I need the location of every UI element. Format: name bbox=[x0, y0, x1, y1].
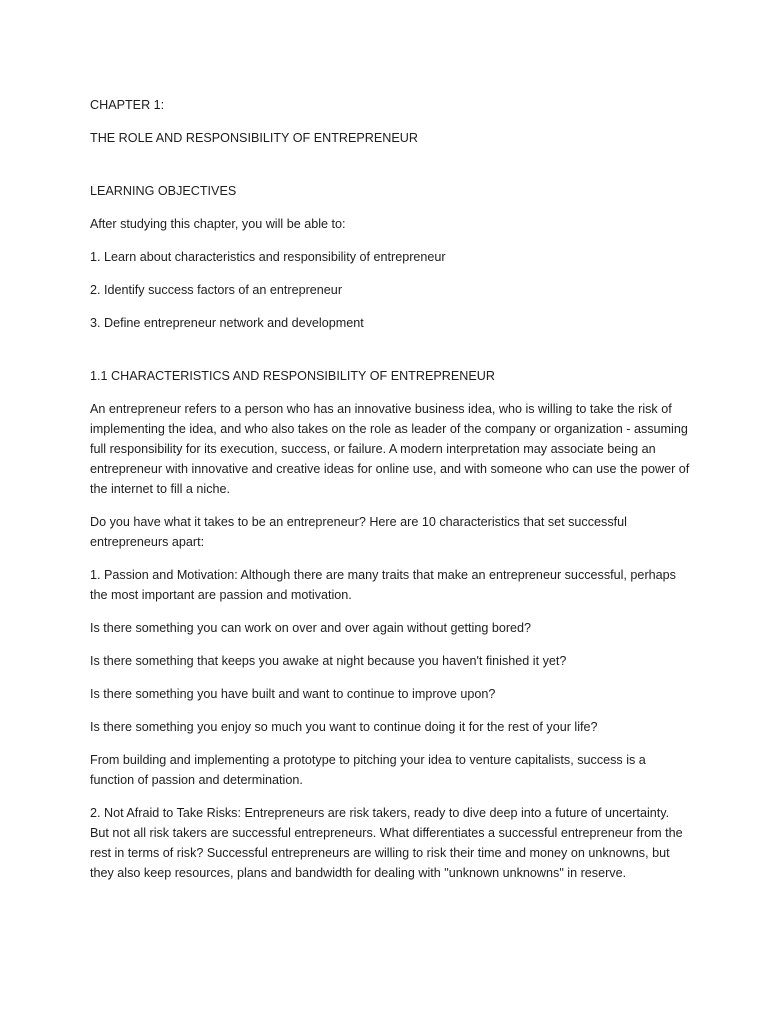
body-paragraph: Is there something that keeps you awake at night because you haven't finished it yet? bbox=[90, 654, 567, 668]
chapter-title: THE ROLE AND RESPONSIBILITY OF ENTREPRENEUR bbox=[90, 131, 418, 145]
objectives-heading: LEARNING OBJECTIVES bbox=[90, 184, 237, 198]
objective-item: 2. Identify success factors of an entrepreneur bbox=[90, 283, 343, 297]
section-heading: 1.1 CHARACTERISTICS AND RESPONSIBILITY OF ENTREPRENEUR bbox=[90, 369, 495, 383]
body-paragraph: Do you have what it takes to be an entrepreneur? Here are 10 characteristics that set successful entrepreneurs apart: bbox=[90, 515, 627, 549]
document-body bbox=[90, 95, 690, 896]
objective-item: 1. Learn about characteristics and responsibility of entrepreneur bbox=[90, 250, 446, 264]
body-paragraph: Is there something you enjoy so much you want to continue doing it for the rest of your life? bbox=[90, 720, 598, 734]
body-paragraph: 2. Not Afraid to Take Risks: Entrepreneurs are risk takers, ready to dive deep into a future of uncertainty. But not all risk takers are successful entrepreneurs. What differentiates a successful entrepreneur from the rest in terms of risk? Successful entrepreneurs are willing to risk their time and money on unknowns, but they also keep resources, plans and bandwidth for dealing with "unknown unknowns" in reserve. bbox=[90, 806, 683, 880]
body-paragraph: From building and implementing a prototype to pitching your idea to venture capitalists, success is a function of passion and determination. bbox=[90, 753, 646, 787]
objectives-intro: After studying this chapter, you will be able to: bbox=[90, 217, 346, 231]
body-paragraph: Is there something you can work on over and over again without getting bored? bbox=[90, 621, 532, 635]
body-paragraph: An entrepreneur refers to a person who has an innovative business idea, who is willing to take the risk of implementing the idea, and who also takes on the role as leader of the company or organization - assuming full responsibility for its execution, success, or failure. A modern interpretation may associate being an entrepreneur with innovative and creative ideas for online use, and with someone who can use the power of the internet to fill a niche. bbox=[90, 402, 690, 496]
objective-item: 3. Define entrepreneur network and development bbox=[90, 316, 364, 330]
body-paragraph: 1. Passion and Motivation: Although there are many traits that make an entrepreneur successful, perhaps the most important are passion and motivation. bbox=[90, 568, 676, 602]
chapter-label: CHAPTER 1: bbox=[90, 98, 165, 112]
body-paragraph: Is there something you have built and want to continue to improve upon? bbox=[90, 687, 496, 701]
